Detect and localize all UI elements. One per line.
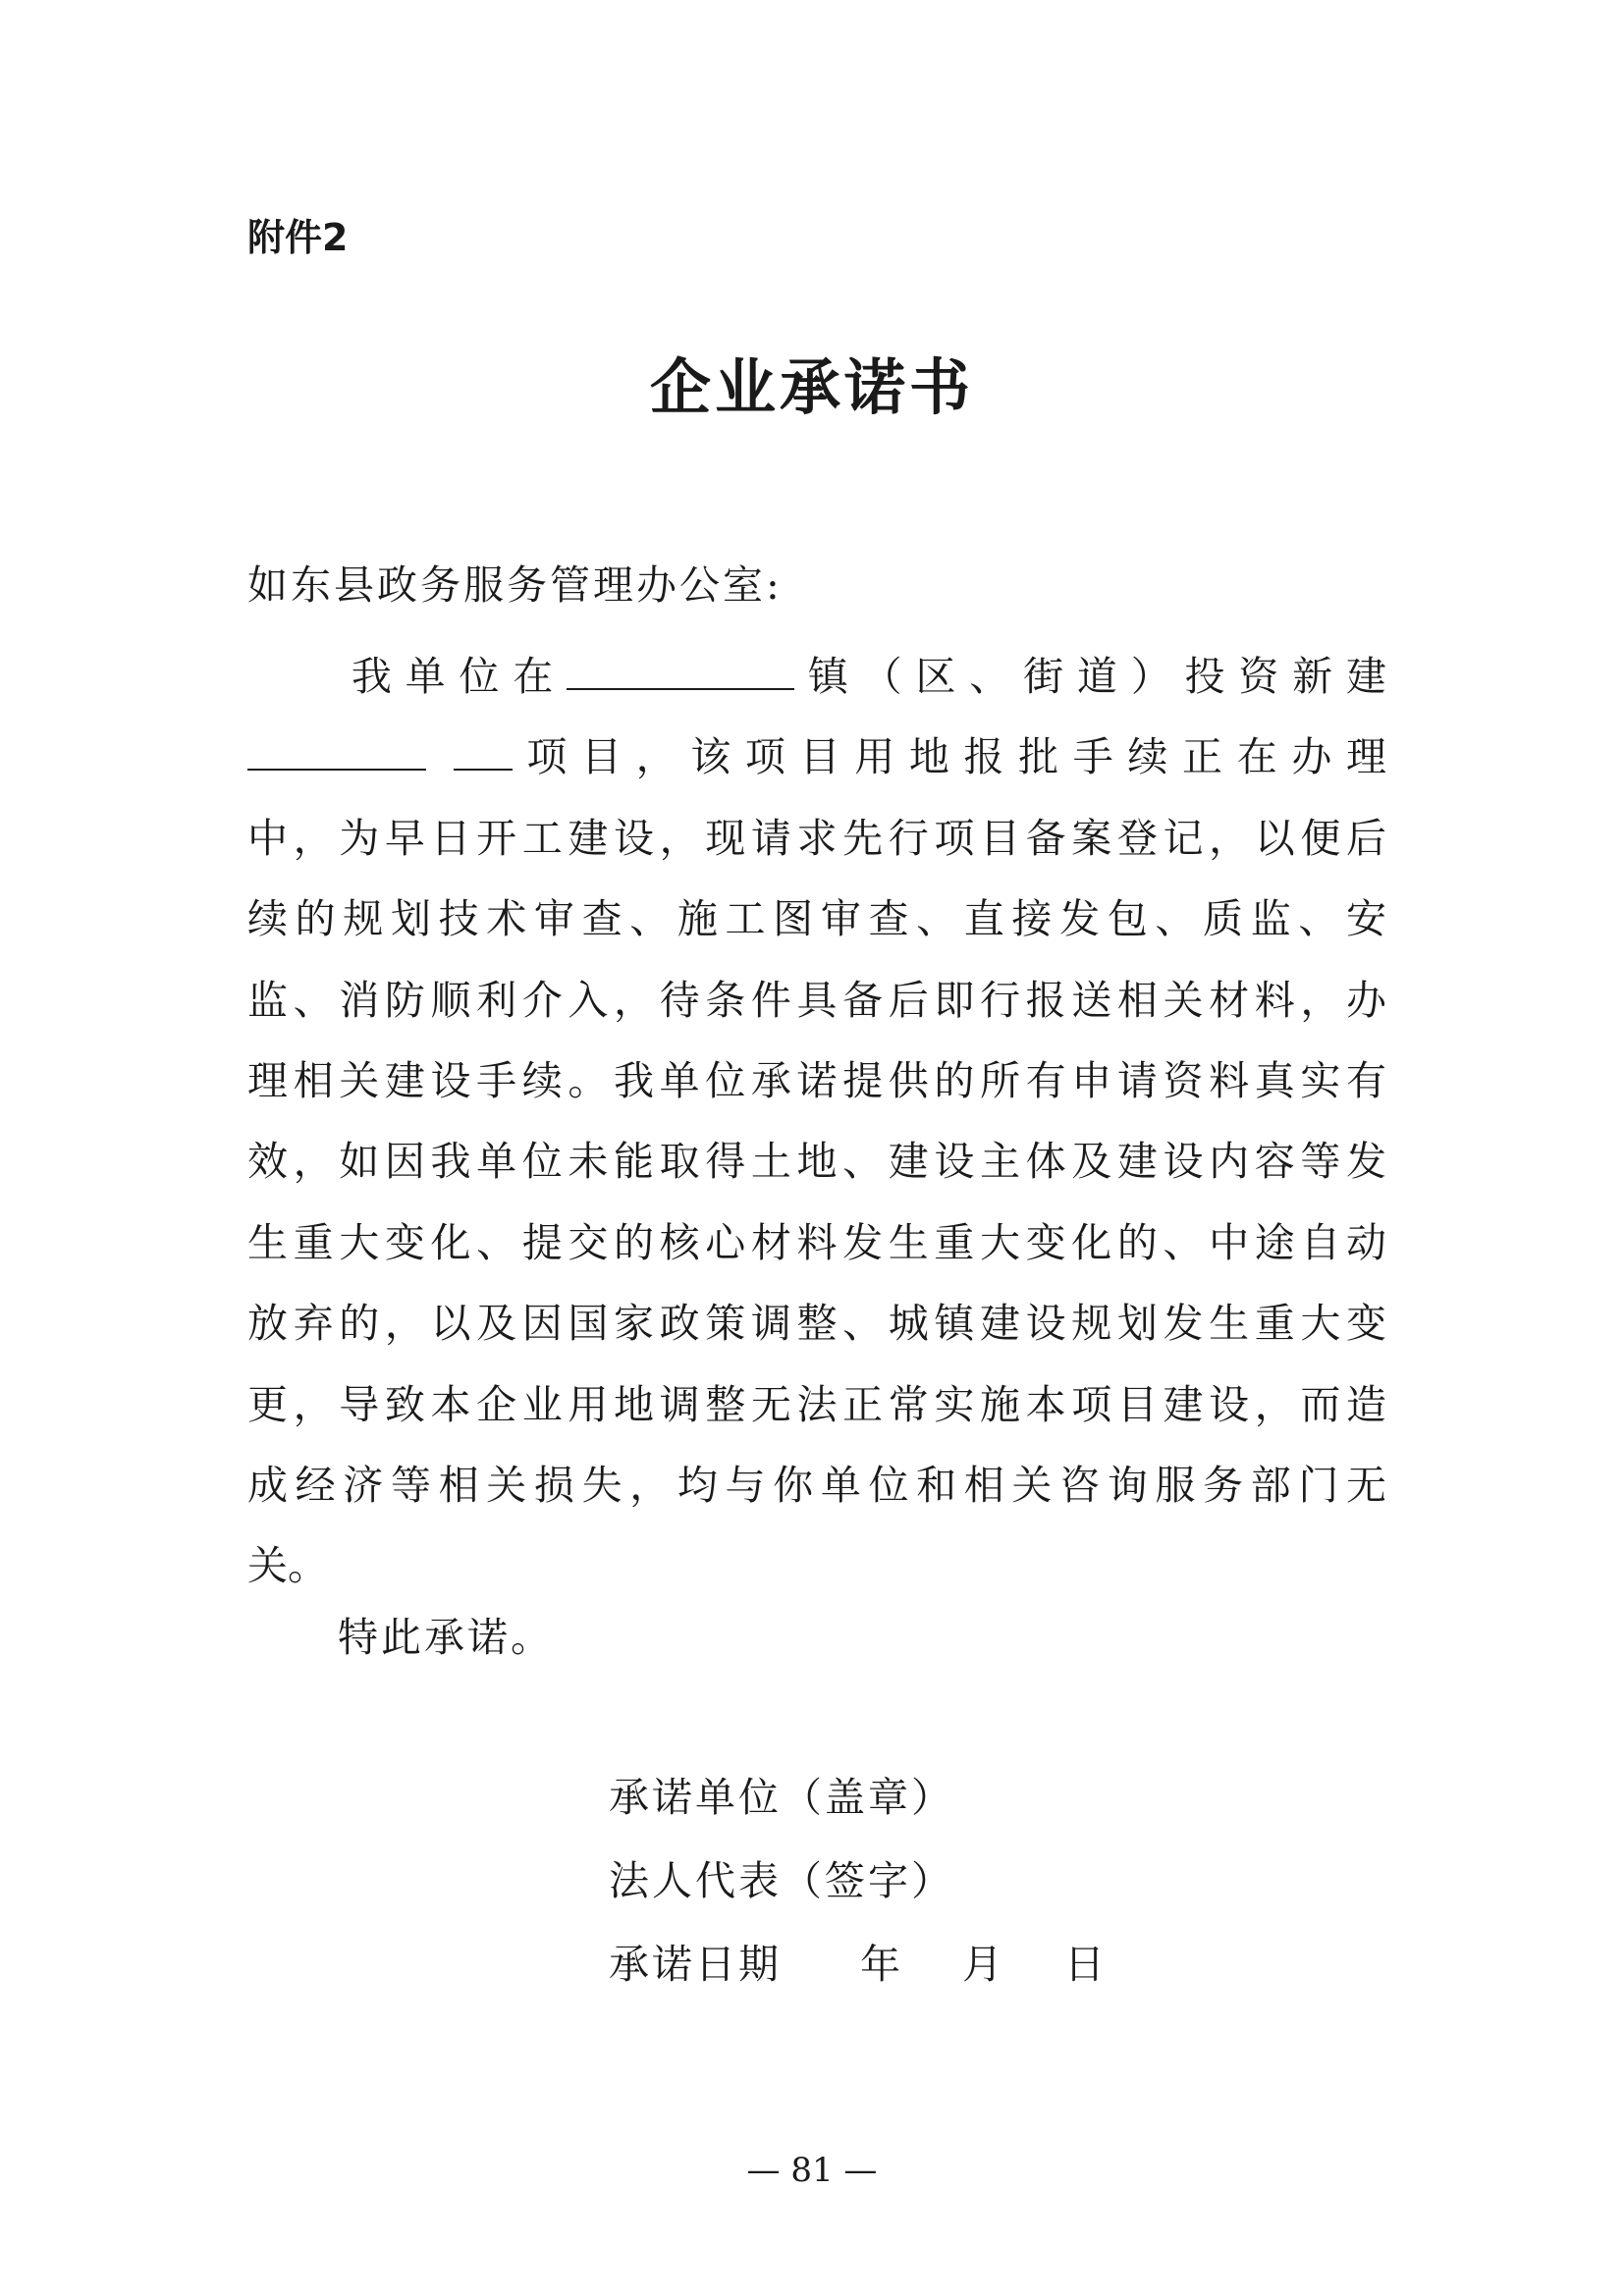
body-line: 放弃的，以及因国家政策调整、城镇建设规划发生重大变 [247,1300,1386,1348]
attachment-label: 附件2 [247,216,349,259]
document-title: 企业承诺书 [649,351,974,423]
signature-block [609,1767,1108,2017]
body-line: 效，如因我单位未能取得土地、建设主体及建设内容等发 [247,1138,1386,1186]
body-line: 续的规划技术审查、施工图审查、直接发包、质监、安 [247,895,1386,943]
body-line: 成经济等相关损失，均与你单位和相关咨询服务部门无 [247,1461,1386,1509]
salutation: 如东县政务服务管理办公室: [247,561,783,609]
town-blank [567,655,794,690]
commitment-date-row [609,1934,1108,2017]
body-line: 监、消防顺利介入，待条件具备后即行报送相关材料，办 [247,976,1386,1024]
body-paragraph [247,636,1386,1607]
body-line: 关。 [247,1542,328,1590]
project-blank [247,735,426,771]
date-year-label: 年 [860,1941,903,1988]
body-line: 理相关建设手续。我单位承诺提供的所有申请资料真实有 [247,1056,1386,1104]
commitment-date-label: 承诺日期 [609,1941,782,1988]
body-line: 中，为早日开工建设，现请求先行项目备案登记，以便后 [247,814,1386,862]
body-line [247,636,1386,717]
project-blank-short [454,735,513,771]
legal-representative-label: 法人代表（签字） [609,1857,954,1904]
body-line: 生重大变化、提交的核心材料发生重大变化的、中途自动 [247,1218,1386,1266]
body-line [247,717,1386,797]
date-day-label: 日 [1064,1941,1108,1988]
body-line-text: 镇（区、街道）投资新建 [794,653,1386,700]
body-line: 更，导致本企业用地调整无法正常实施本项目建设，而造 [247,1380,1386,1428]
body-line-text: 项目，该项目用地报批手续正在办理 [512,733,1386,781]
body-line-text: 我单位在 [338,653,568,700]
committing-unit-label: 承诺单位（盖章） [609,1774,954,1821]
page-number: — 81 — [746,2151,878,2190]
date-month-label: 月 [962,1941,1005,1988]
closing-statement: 特此承诺。 [338,1614,554,1661]
